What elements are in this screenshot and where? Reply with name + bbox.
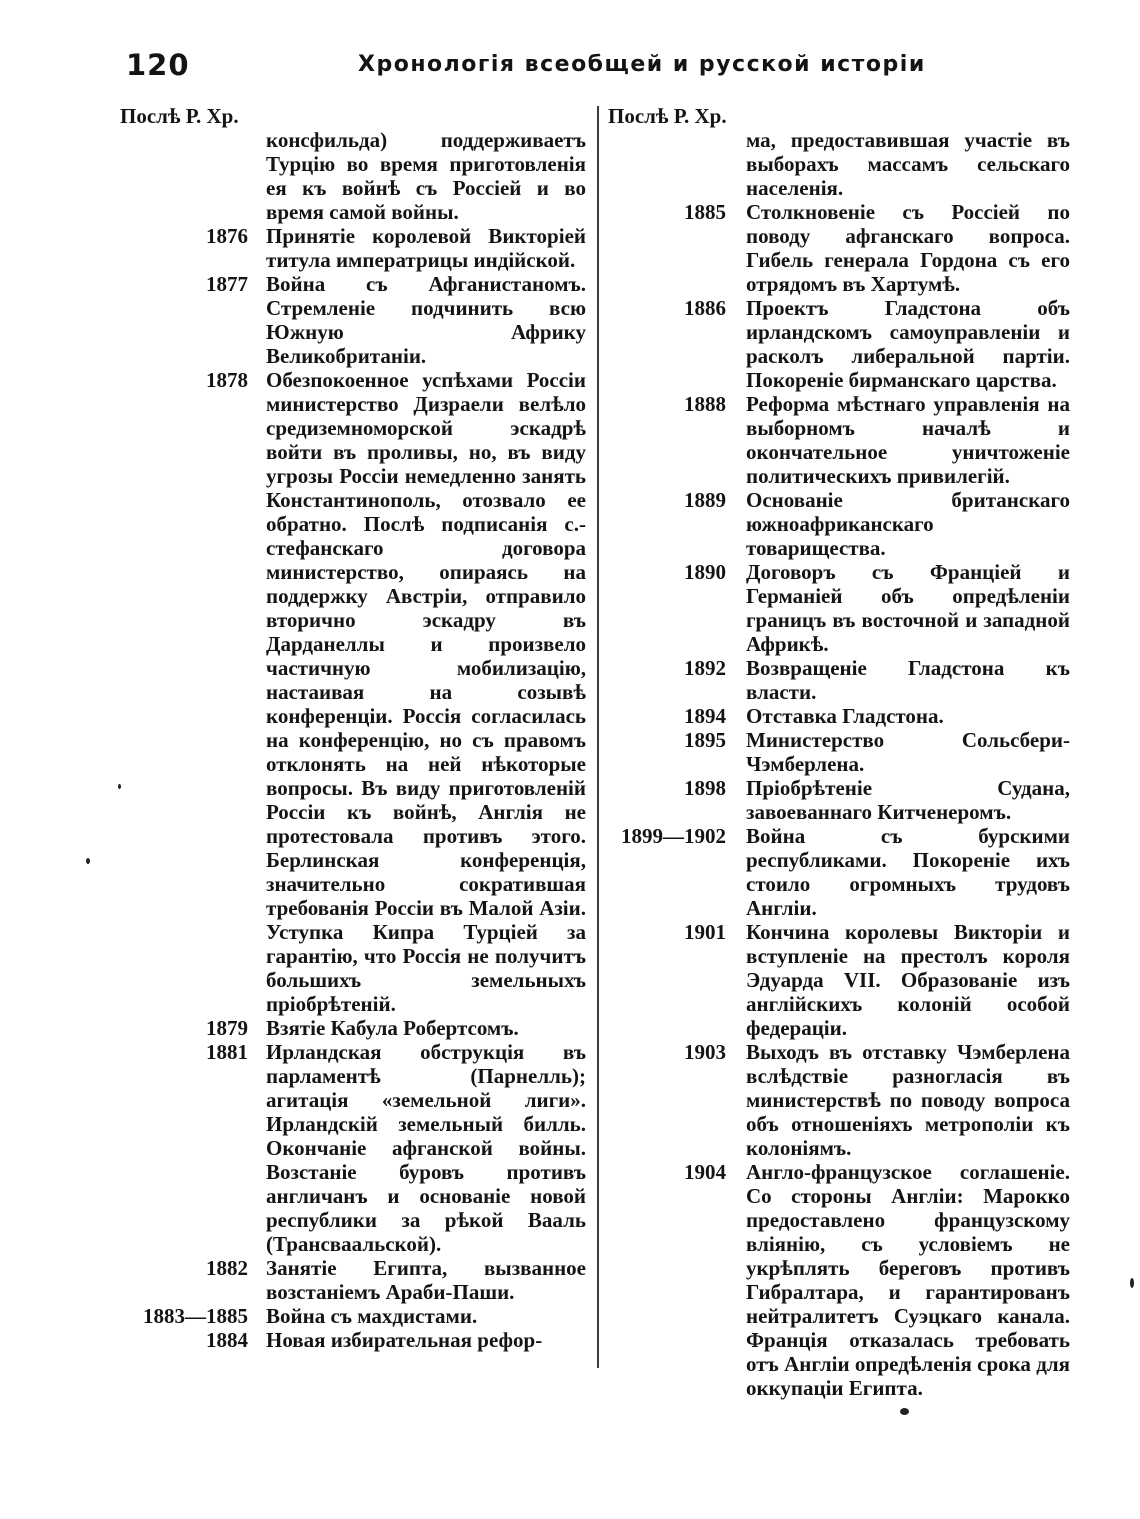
chronology-entry bbox=[120, 224, 590, 272]
ink-speck bbox=[1130, 1278, 1134, 1288]
chronology-entry bbox=[608, 1040, 1070, 1160]
entry-text: Война съ Афганистаномъ. Стремленіе подчинить всю Южную Африку Великобританіи. bbox=[266, 272, 586, 368]
chronology-entry bbox=[608, 200, 1070, 296]
entry-year: 1888 bbox=[684, 392, 726, 416]
entry-text: Война съ бурскими республиками. Покореніе ихъ стоило огромныхъ трудовъ Англіи. bbox=[746, 824, 1070, 920]
chronology-entry bbox=[608, 656, 1070, 704]
entry-text: Принятіе королевой Викторіей титула императрицы индійской. bbox=[266, 224, 586, 272]
right-column bbox=[608, 128, 1070, 1400]
chronology-entry bbox=[120, 368, 590, 1016]
chronology-entry bbox=[120, 1256, 590, 1304]
chronology-entry bbox=[120, 1040, 590, 1256]
chronology-entry bbox=[120, 128, 590, 224]
entry-year: 1881 bbox=[206, 1040, 248, 1064]
entry-text: консфильда) поддерживаетъ Турцію во время приготовленія ея къ войнѣ съ Россіей и во время самой войны. bbox=[266, 128, 586, 224]
chronology-entry bbox=[120, 272, 590, 368]
chronology-entry bbox=[608, 128, 1070, 200]
entry-text: Обезпокоенное успѣхами Россіи министерство Дизраели велѣло средиземноморской эскадрѣ войти въ проливы, но, въ виду угрозы Россіи немедленно занять Константинополь, отозвало ее обратно. Послѣ подписанія с.-стефанскаго договора министерство, опираясь на поддержку Австріи, отправило вторично эскадру въ Дарданеллы и произвело частичную мобилизацію, настаивая на созывѣ конференціи. Россія согласилась на конференцію, но съ правомъ отклонять на ней нѣкоторые вопросы. Въ виду приготовленій Россіи къ войнѣ, Англія не протестовала противъ этого. Берлинская конференція, значительно сократившая требованія Россіи въ Малой Азіи. Уступка Кипра Турціей за гарантію, что Россія не получитъ большихъ земельныхъ пріобрѣтеній. bbox=[266, 368, 586, 1016]
page-header bbox=[126, 48, 1066, 92]
entry-year: 1889 bbox=[684, 488, 726, 512]
entry-text: Ирландская обструкція въ парламентѣ (Парнелль); агитація «земельной лиги». Ирландскій земельный билль. Окончаніе афганской войны. Возстаніе буровъ противъ англичанъ и основаніе новой республики за рѣкой Вааль (Трансваальской). bbox=[266, 1040, 586, 1256]
entry-year: 1892 bbox=[684, 656, 726, 680]
left-column bbox=[120, 128, 590, 1352]
page-number: 120 bbox=[126, 48, 190, 82]
chronology-entry bbox=[608, 296, 1070, 392]
entry-year: 1895 bbox=[684, 728, 726, 752]
entry-year: 1884 bbox=[206, 1328, 248, 1352]
chronology-entry bbox=[608, 728, 1070, 776]
chronology-entry bbox=[608, 560, 1070, 656]
chronology-entry bbox=[608, 776, 1070, 824]
chronology-entry bbox=[608, 704, 1070, 728]
entry-text: Англо-французское соглашеніе. Со стороны Англіи: Марокко предоставлено французскому вліянію, съ условіемъ не укрѣплять береговъ противъ Гибралтара, и гарантированъ нейтралитетъ Суэцкаго канала. Франція отказалась требовать отъ Англіи опредѣленія срока для оккупаціи Египта. bbox=[746, 1160, 1070, 1400]
entry-text: Отставка Гладстона. bbox=[746, 704, 944, 728]
entry-year: 1886 bbox=[684, 296, 726, 320]
entry-year: 1883—1885 bbox=[143, 1304, 248, 1328]
column-divider bbox=[597, 106, 599, 1368]
entry-text: ма, предоставившая участіе въ выборахъ массамъ сельскаго населенія. bbox=[746, 128, 1070, 200]
entry-year: 1877 bbox=[206, 272, 248, 296]
entry-year: 1882 bbox=[206, 1256, 248, 1280]
right-column-heading: Послѣ Р. Хр. bbox=[608, 104, 727, 128]
running-title: Хронологія всеобщей и русской исторіи bbox=[358, 52, 926, 77]
entry-text: Занятіе Египта, вызванное возстаніемъ Араби-Паши. bbox=[266, 1256, 586, 1304]
entry-text: Договоръ съ Франціей и Германіей объ опредѣленіи границъ въ восточной и западной Африкѣ. bbox=[746, 560, 1070, 656]
entry-text: Новая избирательная рефор- bbox=[266, 1328, 543, 1352]
entry-year: 1901 bbox=[684, 920, 726, 944]
entry-text: Основаніе британскаго южноафриканскаго товарищества. bbox=[746, 488, 1070, 560]
entry-text: Столкновеніе съ Россіей по поводу афганскаго вопроса. Гибель генерала Гордона съ его отрядомъ въ Хартумѣ. bbox=[746, 200, 1070, 296]
ink-speck bbox=[86, 858, 90, 864]
entry-year: 1899—1902 bbox=[621, 824, 726, 848]
chronology-entry bbox=[608, 392, 1070, 488]
entry-text: Министерство Сольсбери-Чэмберлена. bbox=[746, 728, 1070, 776]
chronology-entry bbox=[120, 1016, 590, 1040]
entry-year: 1894 bbox=[684, 704, 726, 728]
entry-text: Война съ махдистами. bbox=[266, 1304, 478, 1328]
ink-speck bbox=[118, 784, 121, 789]
ink-speck bbox=[900, 1408, 909, 1415]
entry-year: 1903 bbox=[684, 1040, 726, 1064]
entry-text: Выходъ въ отставку Чэмберлена вслѣдствіе разногласія въ министерствѣ по поводу вопроса объ отношеніяхъ метрополіи къ колоніямъ. bbox=[746, 1040, 1070, 1160]
chronology-entry bbox=[120, 1304, 590, 1328]
entry-text: Возвращеніе Гладстона къ власти. bbox=[746, 656, 1070, 704]
entry-year: 1904 bbox=[684, 1160, 726, 1184]
entry-text: Реформа мѣстнаго управленія на выборномъ началѣ и окончательное уничтоженіе политическихъ привилегій. bbox=[746, 392, 1070, 488]
entry-text: Взятіе Кабула Робертсомъ. bbox=[266, 1016, 519, 1040]
entry-text: Проектъ Гладстона объ ирландскомъ самоуправленіи и расколъ либеральной партіи. Покореніе бирманскаго царства. bbox=[746, 296, 1070, 392]
chronology-entry bbox=[608, 920, 1070, 1040]
chronology-entry bbox=[608, 1160, 1070, 1400]
chronology-entry bbox=[608, 488, 1070, 560]
entry-year: 1890 bbox=[684, 560, 726, 584]
entry-text: Кончина королевы Викторіи и вступленіе на престолъ короля Эдуарда VII. Образованіе изъ англійскихъ колоній особой федераціи. bbox=[746, 920, 1070, 1040]
chronology-entry bbox=[120, 1328, 590, 1352]
entry-text: Пріобрѣтеніе Судана, завоеваннаго Китченеромъ. bbox=[746, 776, 1070, 824]
chronology-entry bbox=[608, 824, 1070, 920]
entry-year: 1885 bbox=[684, 200, 726, 224]
left-column-heading: Послѣ Р. Хр. bbox=[120, 104, 239, 128]
entry-year: 1878 bbox=[206, 368, 248, 392]
entry-year: 1898 bbox=[684, 776, 726, 800]
entry-year: 1879 bbox=[206, 1016, 248, 1040]
entry-year: 1876 bbox=[206, 224, 248, 248]
